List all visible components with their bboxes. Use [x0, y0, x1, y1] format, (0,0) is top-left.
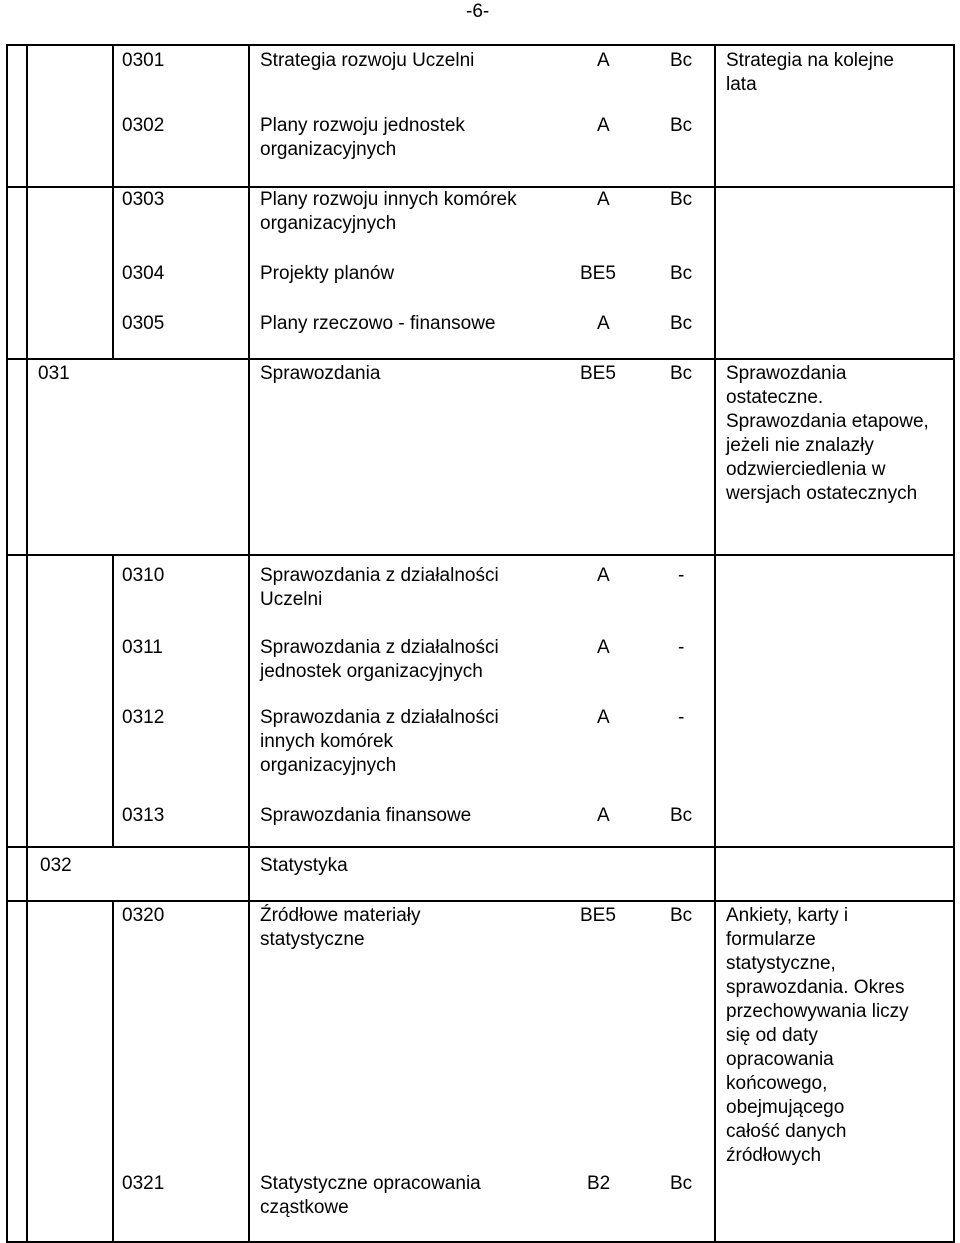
symbol-cell: 0310	[122, 565, 165, 586]
category-b-cell: -	[678, 565, 685, 586]
column-divider	[112, 554, 114, 846]
name-cell: Uczelni	[260, 589, 323, 610]
table-border-left	[6, 44, 8, 1243]
symbol-cell: 0312	[122, 707, 165, 728]
name-cell: Sprawozdania z działalności	[260, 707, 499, 728]
column-divider	[248, 44, 250, 1243]
category-cell: BE5	[580, 263, 616, 284]
name-cell: organizacyjnych	[260, 755, 397, 776]
remarks-cell: całość danych	[726, 1121, 847, 1142]
name-cell: statystyczne	[260, 929, 365, 950]
name-cell: organizacyjnych	[260, 213, 397, 234]
name-cell: cząstkowe	[260, 1197, 349, 1218]
remarks-cell: lata	[726, 74, 757, 95]
name-cell: Sprawozdania finansowe	[260, 805, 472, 826]
category-cell: B2	[587, 1173, 611, 1194]
symbol-cell: 0320	[122, 905, 165, 926]
table-border-right	[953, 44, 955, 1243]
name-cell: innych komórek	[260, 731, 394, 752]
remarks-cell: przechowywania liczy	[726, 1001, 909, 1022]
remarks-cell: wersjach ostatecznych	[726, 483, 918, 504]
category-cell: A	[597, 565, 610, 586]
row-divider	[6, 554, 955, 556]
remarks-cell: źródłowych	[726, 1145, 822, 1166]
category-cell: A	[597, 189, 610, 210]
remarks-cell: odzwierciedlenia w	[726, 459, 886, 480]
remarks-cell: sprawozdania. Okres	[726, 977, 905, 998]
remarks-cell: Strategia na kolejne	[726, 50, 894, 71]
name-cell: Plany rozwoju jednostek	[260, 115, 465, 136]
symbol-cell: 032	[40, 855, 72, 876]
remarks-cell: statystyczne,	[726, 953, 836, 974]
remarks-cell: Ankiety, karty i	[726, 905, 849, 926]
category-cell: A	[597, 707, 610, 728]
category-b-cell: Bc	[670, 189, 693, 210]
symbol-cell: 0313	[122, 805, 165, 826]
name-cell: Statystyczne opracowania	[260, 1173, 481, 1194]
table-border-top	[6, 44, 955, 46]
name-cell: Projekty planów	[260, 263, 395, 284]
name-cell: Źródłowe materiały	[260, 905, 421, 926]
page-number: -6-	[466, 1, 490, 22]
column-divider	[714, 44, 716, 1243]
category-b-cell: -	[678, 637, 685, 658]
category-b-cell: Bc	[670, 263, 693, 284]
symbol-cell: 031	[38, 363, 70, 384]
symbol-cell: 0311	[122, 637, 163, 658]
name-cell: Strategia rozwoju Uczelni	[260, 50, 475, 71]
symbol-cell: 0301	[122, 50, 165, 71]
name-cell: Sprawozdania z działalności	[260, 565, 499, 586]
category-b-cell: Bc	[670, 905, 693, 926]
remarks-cell: ostateczne.	[726, 387, 824, 408]
name-cell: jednostek organizacyjnych	[260, 661, 483, 682]
category-b-cell: Bc	[670, 1173, 693, 1194]
remarks-cell: końcowego,	[726, 1073, 828, 1094]
symbol-cell: 0321	[122, 1173, 165, 1194]
remarks-cell: Sprawozdania etapowe,	[726, 411, 929, 432]
row-divider	[6, 358, 955, 360]
name-cell: Plany rzeczowo - finansowe	[260, 313, 496, 334]
remarks-cell: opracowania	[726, 1049, 834, 1070]
category-cell: A	[597, 313, 610, 334]
name-cell: Plany rozwoju innych komórek	[260, 189, 517, 210]
category-cell: A	[597, 637, 610, 658]
column-divider	[112, 900, 114, 1243]
name-cell: organizacyjnych	[260, 139, 397, 160]
column-divider	[112, 44, 114, 358]
column-divider	[26, 44, 28, 1243]
symbol-cell: 0305	[122, 313, 165, 334]
category-cell: A	[597, 115, 610, 136]
symbol-cell: 0302	[122, 115, 165, 136]
remarks-cell: formularze	[726, 929, 816, 950]
row-divider	[6, 900, 955, 902]
category-b-cell: -	[678, 707, 685, 728]
name-cell: Sprawozdania	[260, 363, 381, 384]
category-cell: A	[597, 50, 610, 71]
category-b-cell: Bc	[670, 363, 693, 384]
category-b-cell: Bc	[670, 805, 693, 826]
row-divider	[6, 846, 955, 848]
remarks-cell: Sprawozdania	[726, 363, 847, 384]
category-cell: BE5	[580, 363, 616, 384]
category-b-cell: Bc	[670, 50, 693, 71]
category-b-cell: Bc	[670, 115, 693, 136]
symbol-cell: 0304	[122, 263, 165, 284]
remarks-cell: obejmującego	[726, 1097, 845, 1118]
name-cell: Statystyka	[260, 855, 348, 876]
name-cell: Sprawozdania z działalności	[260, 637, 499, 658]
category-cell: BE5	[580, 905, 616, 926]
remarks-cell: się od daty	[726, 1025, 818, 1046]
remarks-cell: jeżeli nie znalazły	[726, 435, 874, 456]
category-b-cell: Bc	[670, 313, 693, 334]
category-cell: A	[597, 805, 610, 826]
symbol-cell: 0303	[122, 189, 165, 210]
